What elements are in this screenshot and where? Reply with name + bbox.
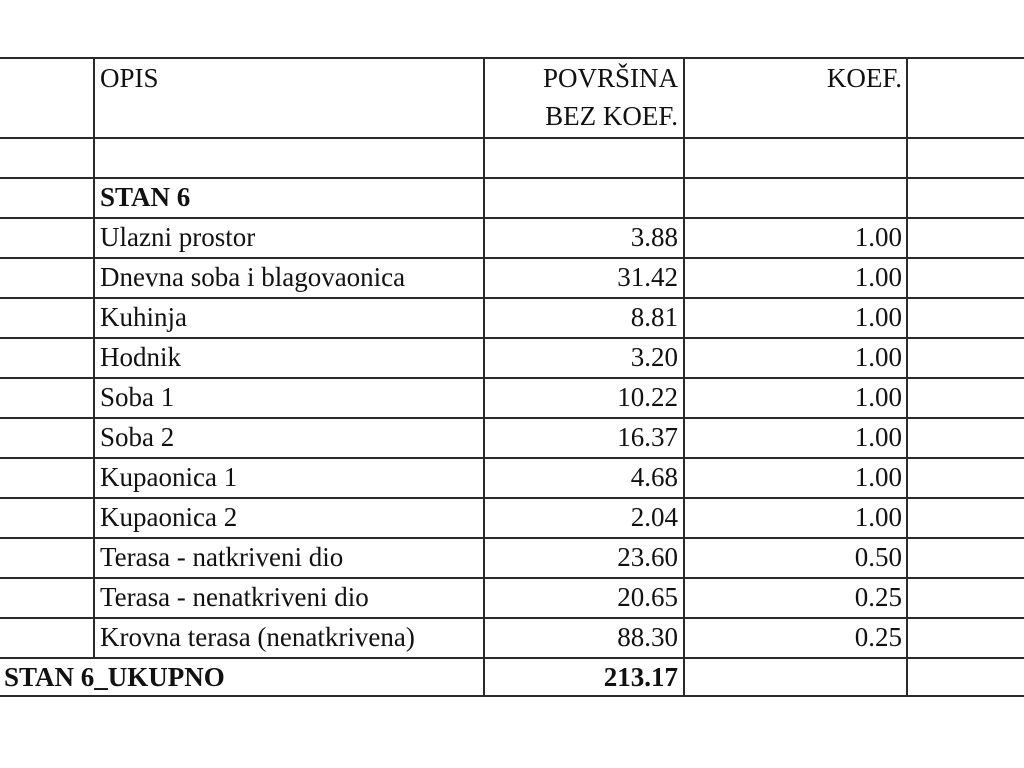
room-area: 88.30: [617, 622, 678, 652]
room-name: Krovna terasa (nenatkrivena): [100, 622, 415, 652]
room-area: 23.60: [617, 542, 678, 572]
header-area-line2: BEZ KOEF.: [545, 101, 678, 131]
section-title: STAN 6: [100, 182, 191, 212]
room-name: Ulazni prostor: [100, 222, 256, 252]
room-name: Soba 1: [100, 382, 175, 412]
room-koef: 0.25: [854, 622, 902, 652]
room-name: Kuhinja: [100, 302, 187, 332]
table-rule: [0, 137, 1024, 139]
room-koef: 1.00: [854, 462, 902, 492]
header-opis: OPIS: [100, 63, 159, 93]
room-area: 16.37: [617, 422, 678, 452]
table-row: [0, 417, 1024, 457]
room-name: Hodnik: [100, 342, 181, 372]
room-koef: 1.00: [854, 262, 902, 292]
area-table: [0, 57, 1024, 697]
room-name: Kupaonica 1: [100, 462, 238, 492]
table-row: [0, 337, 1024, 377]
room-koef: 1.00: [854, 302, 902, 332]
room-area: 3.88: [630, 222, 678, 252]
total-row: [0, 657, 1024, 697]
room-area: 2.04: [630, 502, 678, 532]
room-name: Terasa - natkriveni dio: [100, 542, 344, 572]
room-name: Dnevna soba i blagovaonica: [100, 262, 406, 292]
total-area: 213.17: [603, 662, 678, 692]
room-area: 8.81: [630, 302, 678, 332]
room-name: Terasa - nenatkriveni dio: [100, 582, 369, 612]
room-koef: 1.00: [854, 222, 902, 252]
table-row: [0, 577, 1024, 617]
table-row: [0, 497, 1024, 537]
table-row: [0, 257, 1024, 297]
room-area: 4.68: [630, 462, 678, 492]
room-koef: 0.25: [854, 582, 902, 612]
table-row: [0, 457, 1024, 497]
table-row: [0, 217, 1024, 257]
room-area: 31.42: [617, 262, 678, 292]
table-row: [0, 617, 1024, 657]
header-area-line1: POVRŠINA: [542, 63, 678, 93]
table-row: [0, 537, 1024, 577]
header-area: [488, 59, 678, 135]
room-koef: 0.50: [854, 542, 902, 572]
table-row: [0, 297, 1024, 337]
room-area: 20.65: [617, 582, 678, 612]
room-area: 10.22: [617, 382, 678, 412]
room-koef: 1.00: [854, 422, 902, 452]
room-name: Kupaonica 2: [100, 502, 238, 532]
room-koef: 1.00: [854, 382, 902, 412]
header-koef: KOEF.: [826, 63, 902, 93]
table-row: [0, 377, 1024, 417]
room-area: 3.20: [630, 342, 678, 372]
section-row: [0, 177, 1024, 217]
room-koef: 1.00: [854, 502, 902, 532]
total-label: STAN 6_UKUPNO: [4, 662, 225, 692]
room-koef: 1.00: [854, 342, 902, 372]
room-name: Soba 2: [100, 422, 175, 452]
